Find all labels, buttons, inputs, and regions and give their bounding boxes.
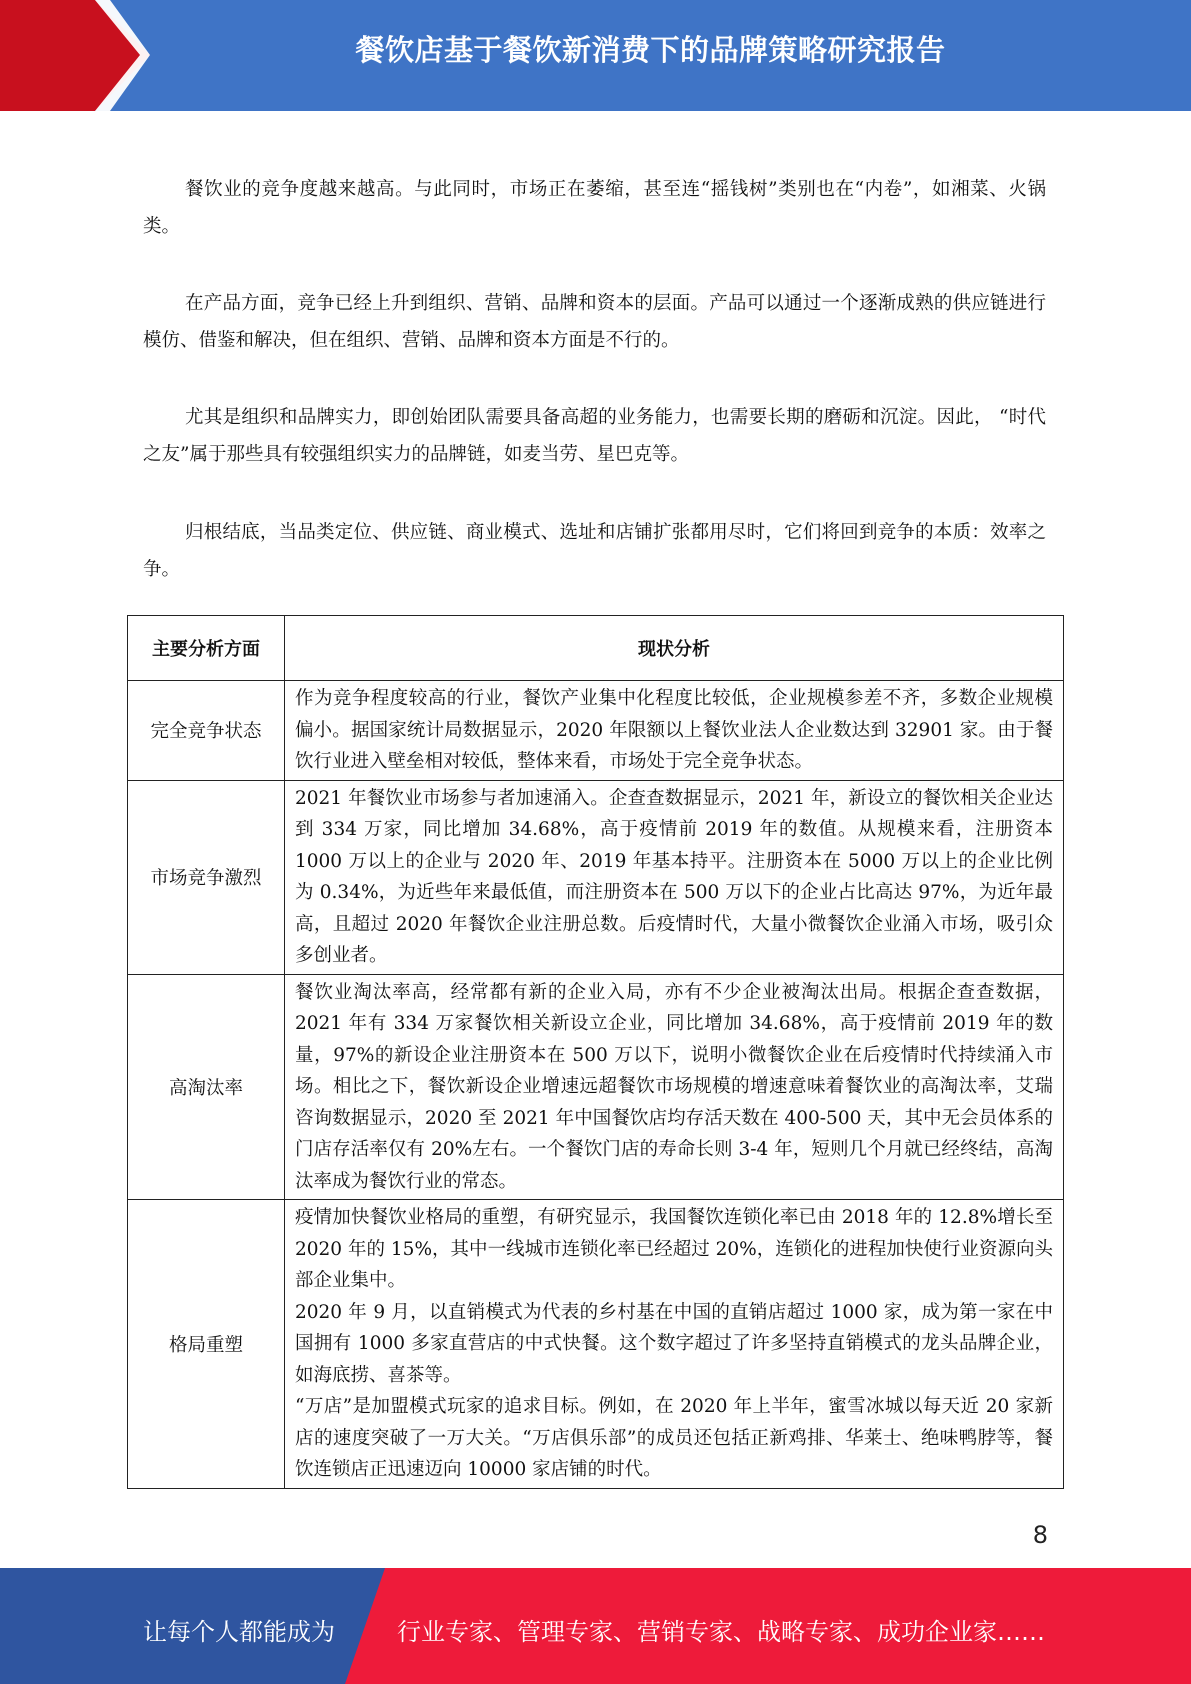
body-paragraph-3: 尤其是组织和品牌实力，即创始团队需要具备高超的业务能力，也需要长期的磨砺和沉淀。因此， “时代之友”属于那些具有较强组织实力的品牌链，如麦当劳、星巴克等。 xyxy=(143,407,1046,465)
row-aspect: 完全竞争状态 xyxy=(128,681,285,781)
body-paragraph-4: 归根结底，当品类定位、供应链、商业模式、选址和店铺扩张都用尽时，它们将回到竞争的本质：效率之争。 xyxy=(143,522,1046,580)
table-header-row xyxy=(128,616,1064,681)
row-analysis xyxy=(285,681,1064,781)
analysis-text: “万店”是加盟模式玩家的追求目标。例如，在 2020 年上半年，蜜雪冰城以每天近 20 家新店的速度突破了一万大关。“万店俱乐部”的成员还包括正新鸡排、华莱士、绝味鸭脖等，餐饮连锁店正迅速迈向 10000 家店铺的时代。 xyxy=(295,1396,1053,1480)
analysis-text: 餐饮业淘汰率高，经常都有新的企业入局，亦有不少企业被淘汰出局。根据企查查数据，2021 年有 334 万家餐饮相关新设立企业，同比增加 34.68%，高于疫情前 2019 年的数量，97%的新设企业注册资本在 500 万以下，说明小微餐饮企业在后疫情时代持续涌入市场。相比之下，餐饮新设企业增速远超餐饮市场规模的增速意味着餐饮业的高淘汰率，艾瑞咨询数据显示，2020 至 2021 年中国餐饮店均存活天数在 400-500 天，其中无会员体系的门店存活率仅有 20%左右。一个餐饮门店的寿命长则 3-4 年，短则几个月就已经终结，高淘汰率成为餐饮行业的常态。 xyxy=(295,981,1053,1192)
body-paragraph-1: 餐饮业的竞争度越来越高。与此同时，市场正在萎缩，甚至连“摇钱树”类别也在“内卷”，如湘菜、火锅类。 xyxy=(143,179,1046,237)
row-analysis xyxy=(285,974,1064,1200)
page-number: 8 xyxy=(1032,1521,1048,1549)
analysis-table xyxy=(127,615,1064,1489)
table-row xyxy=(128,974,1064,1200)
body-paragraph-2: 在产品方面，竞争已经上升到组织、营销、品牌和资本的层面。产品可以通过一个逐渐成熟的供应链进行模仿、借鉴和解决，但在组织、营销、品牌和资本方面是不行的。 xyxy=(143,293,1046,351)
analysis-text: 疫情加快餐饮业格局的重塑，有研究显示，我国餐饮连锁化率已由 2018 年的 12.8%增长至 2020 年的 15%，其中一线城市连锁化率已经超过 20%，连锁化的进程加快使行业资源向头部企业集中。 xyxy=(295,1207,1053,1291)
row-aspect: 市场竞争激烈 xyxy=(128,780,285,974)
row-analysis xyxy=(285,780,1064,974)
header-analysis: 现状分析 xyxy=(285,616,1064,681)
table-row xyxy=(128,1200,1064,1489)
footer-slogan-right: 行业专家、管理专家、营销专家、战略专家、成功企业家…… xyxy=(397,1618,1045,1646)
analysis-text: 2021 年餐饮业市场参与者加速涌入。企查查数据显示，2021 年，新设立的餐饮相关企业达到 334 万家，同比增加 34.68%，高于疫情前 2019 年的数值。从规模来看，注册资本 1000 万以上的企业与 2020 年、2019 年基本持平。注册资本在 5000 万以上的企业比例为 0.34%，为近些年来最低值，而注册资本在 500 万以下的企业占比高达 97%，为近年最高，且超过 2020 年餐饮企业注册总数。后疫情时代，大量小微餐饮企业涌入市场，吸引众多创业者。 xyxy=(295,787,1053,966)
table-row xyxy=(128,780,1064,974)
row-analysis xyxy=(285,1200,1064,1489)
report-title: 餐饮店基于餐饮新消费下的品牌策略研究报告 xyxy=(355,33,946,67)
analysis-text: 2020 年 9 月，以直销模式为代表的乡村基在中国的直销店超过 1000 家，成为第一家在中国拥有 1000 多家直营店的中式快餐。这个数字超过了许多坚持直销模式的龙头品牌企业，如海底捞、喜茶等。 xyxy=(295,1301,1053,1386)
row-aspect: 高淘汰率 xyxy=(128,974,285,1200)
page-header xyxy=(0,0,1191,111)
analysis-text: 作为竞争程度较高的行业，餐饮产业集中化程度比较低，企业规模参差不齐，多数企业规模偏小。据国家统计局数据显示，2020 年限额以上餐饮业法人企业数达到 32901 家。由于餐饮行业进入壁垒相对较低，整体来看，市场处于完全竞争状态。 xyxy=(295,688,1053,772)
table-row xyxy=(128,681,1064,781)
footer-slogan-left: 让每个人都能成为 xyxy=(143,1618,335,1646)
page-footer xyxy=(0,1568,1191,1684)
analysis-table-container xyxy=(127,615,1064,1489)
header-aspect: 主要分析方面 xyxy=(128,616,285,681)
row-aspect: 格局重塑 xyxy=(128,1200,285,1489)
